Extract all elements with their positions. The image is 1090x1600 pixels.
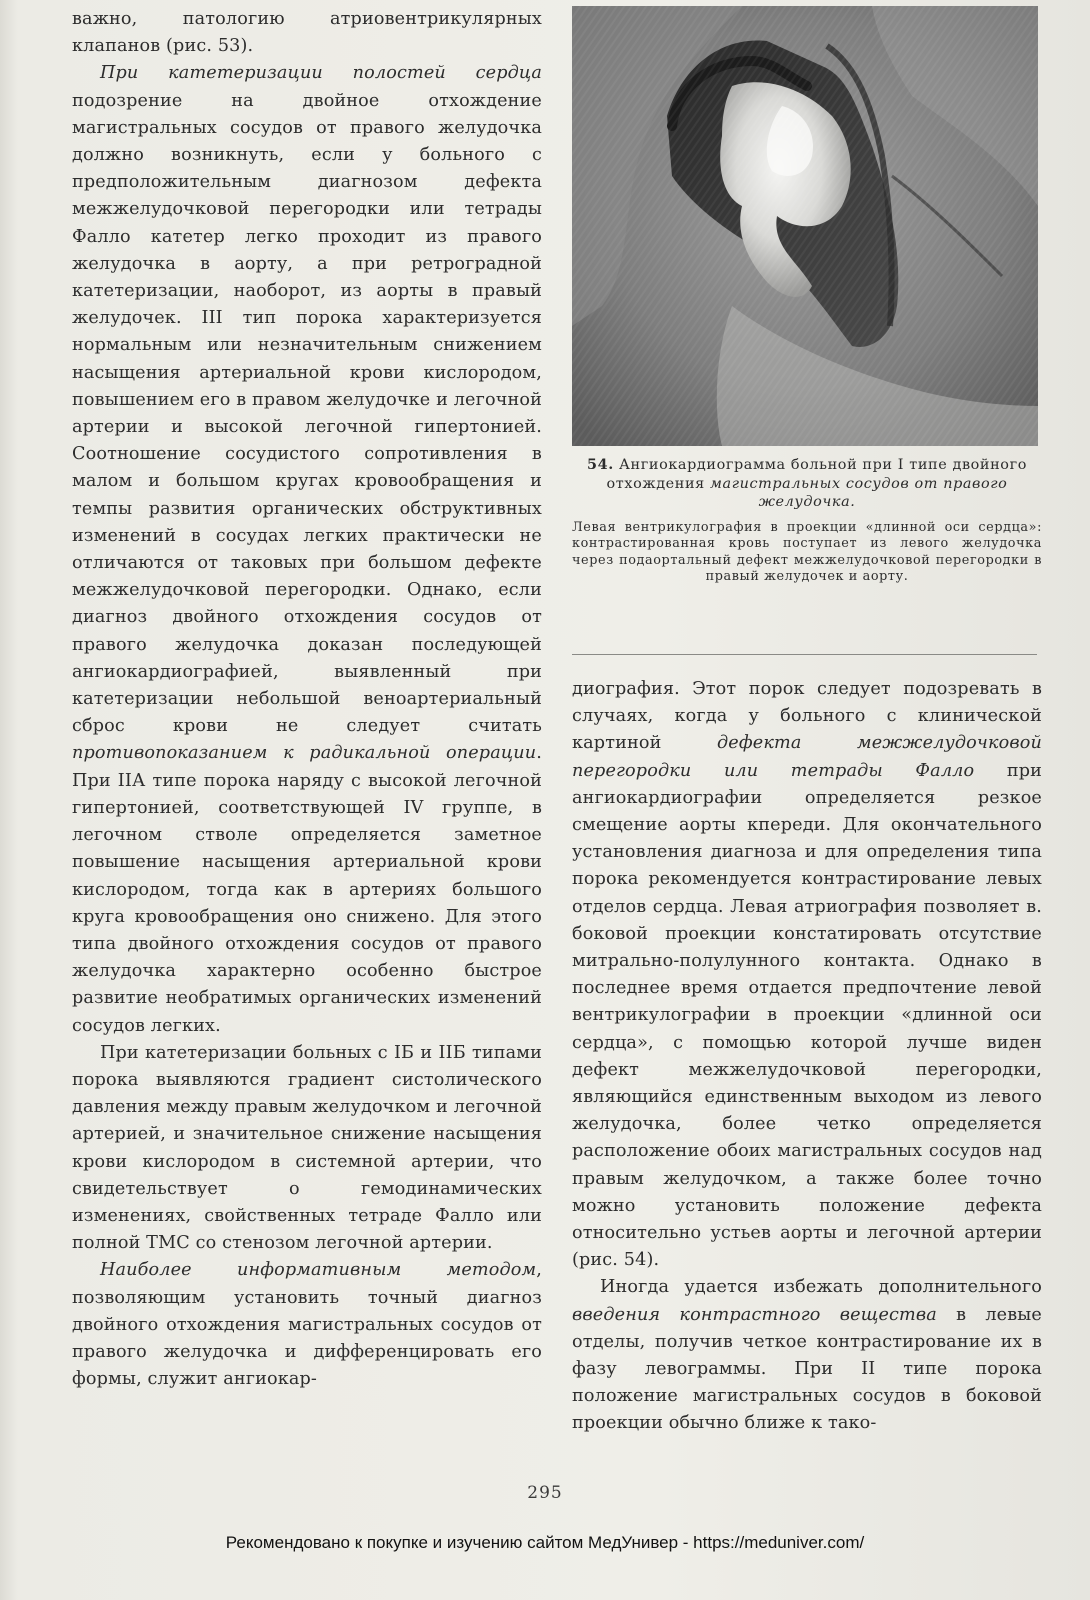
figure-number: 54. <box>587 456 614 473</box>
paragraph-3: При катетеризации больных с IБ и IIБ типами порока выявляются градиент систолического давления между правым желудочком и легочной артерией, и значительное снижение насыщения крови кислородом в системной артерии, что свидетельствует о гемодинамических изменениях, свойственных тетраде Фалло или полной ТМС со стенозом легочной артерии. <box>72 1042 542 1254</box>
right-column-text <box>572 676 1042 1438</box>
paragraph-4-text: , позволяющим установить точный диагноз двойного отхождения магистральных сосудов от правого желудочка и дифференцировать его формы, служит ангиокар- <box>72 1260 542 1390</box>
emphasis-method: Наиболее информативным методом <box>100 1260 537 1281</box>
caption-title-italic: магистральных сосудов от правого желудочка. <box>710 475 1008 510</box>
paragraph-2-tail: . При IIА типе порока наряду с высокой легочной гипертонией, соответствующей IV группе, в легочном стволе определяется заметное повышение насыщения артериальной крови кислородом, тогда как в артериях большого круга кровообращения оно снижено. Для этого типа двойного отхождения сосудов от правого желудочка характерно особенно быстрое развитие необратимых органических изменений сосудов легких. <box>72 743 542 1036</box>
paragraph-1: важно, патологию атриовентрикулярных клапанов (рис. 53). <box>72 9 542 57</box>
caption-title <box>572 456 1042 512</box>
caption-title-text: Ангиокардиограмма больной при I типе двойного отхождения <box>606 457 1027 492</box>
right-paragraph-2 <box>572 1274 1042 1437</box>
emphasis-defect: дефекта межжелудочковой перегородки или тетрады Фалло <box>572 733 1042 781</box>
paragraph-4 <box>72 1257 542 1393</box>
page-number: 295 <box>527 1483 563 1503</box>
right-paragraph-1 <box>572 676 1042 1274</box>
right-paragraph-1-rest: при ангиокардиографии определяется резкое смещение аорты кпереди. Для окончательного установления диагноза и для определения типа порока рекомендуется контрастирование левых отделов сердца. Левая атриография позволяет в. боковой проекции констатировать отсутствие митрально-полулунного контакта. Однако в последнее время отдается предпочтение левой вентрикулографии в проекции «длинной оси сердца», с помощью которой лучше виден дефект межжелудочковой перегородки, являющийся единственным выходом из левого желудочка, более четко определяется расположение обоих магистральных сосудов над правым желудочком, а также более точно можно установить положение дефекта относительно устьев аорты и легочной артерии (рис. 54). <box>572 760 1042 1271</box>
footer-recommendation: Рекомендовано к покупке и изучению сайтом МедУнивер - https://meduniver.com/ <box>225 1533 865 1552</box>
column-divider <box>572 654 1037 655</box>
emphasis-catheterization: При катетеризации полостей сердца <box>100 63 542 84</box>
angiocardiogram-image <box>572 6 1038 446</box>
right-paragraph-1-start: диография. Этот порок следует подозревать в случаях, когда у больного с клинической картиной <box>572 679 1042 754</box>
paragraph-2-text: подозрение на двойное отхождение магистральных сосудов от правого желудочка должно возникнуть, если у больного с предположительным диагнозом дефекта межжелудочковой перегородки или тетрады Фалло катетер легко проходит из правого желудочка в аорту, а при ретроградной катетеризации, наоборот, из аорты в правый желудочек. III тип порока характеризуется нормальным или незначительным снижением насыщения артериальной крови кислородом, повышением его в правом желудочке и легочной артерии и высокой легочной гипертонией. Соотношение сосудистого сопротивления в малом и большом кругах кровообращения и темпы развития органических обструктивных изменений в сосудах легких практически не отличаются от таковых при большом дефекте межжелудочковой перегородки. Однако, если диагноз двойного отхождения сосудов от правого желудочка доказан последующей ангиокардиографией, выявленный при катетеризации небольшой веноартериальный сброс крови не следует считать <box>72 90 542 737</box>
right-paragraph-2-start: Иногда удается избежать дополнительного <box>600 1277 1042 1298</box>
emphasis-contraindication: противопоказанием к радикальной операции <box>72 743 537 764</box>
paragraph-2 <box>72 60 542 1039</box>
figure-caption <box>572 456 1042 586</box>
emphasis-contrast: введения контрастного вещества <box>572 1304 937 1325</box>
right-paragraph-2-rest: в левые отделы, получив четкое контрастирование их в фазу левограммы. При II типе порока положение магистральных сосудов в боковой проекции обычно ближе к тако- <box>572 1304 1042 1434</box>
left-column-text <box>72 6 542 1393</box>
caption-description: Левая вентрикулография в проекции «длинной оси сердца»: контрастированная кровь поступает из левого желудочка через подаортальный дефект межжелудочковой перегородки в правый желудочек и аорту. <box>572 519 1042 584</box>
